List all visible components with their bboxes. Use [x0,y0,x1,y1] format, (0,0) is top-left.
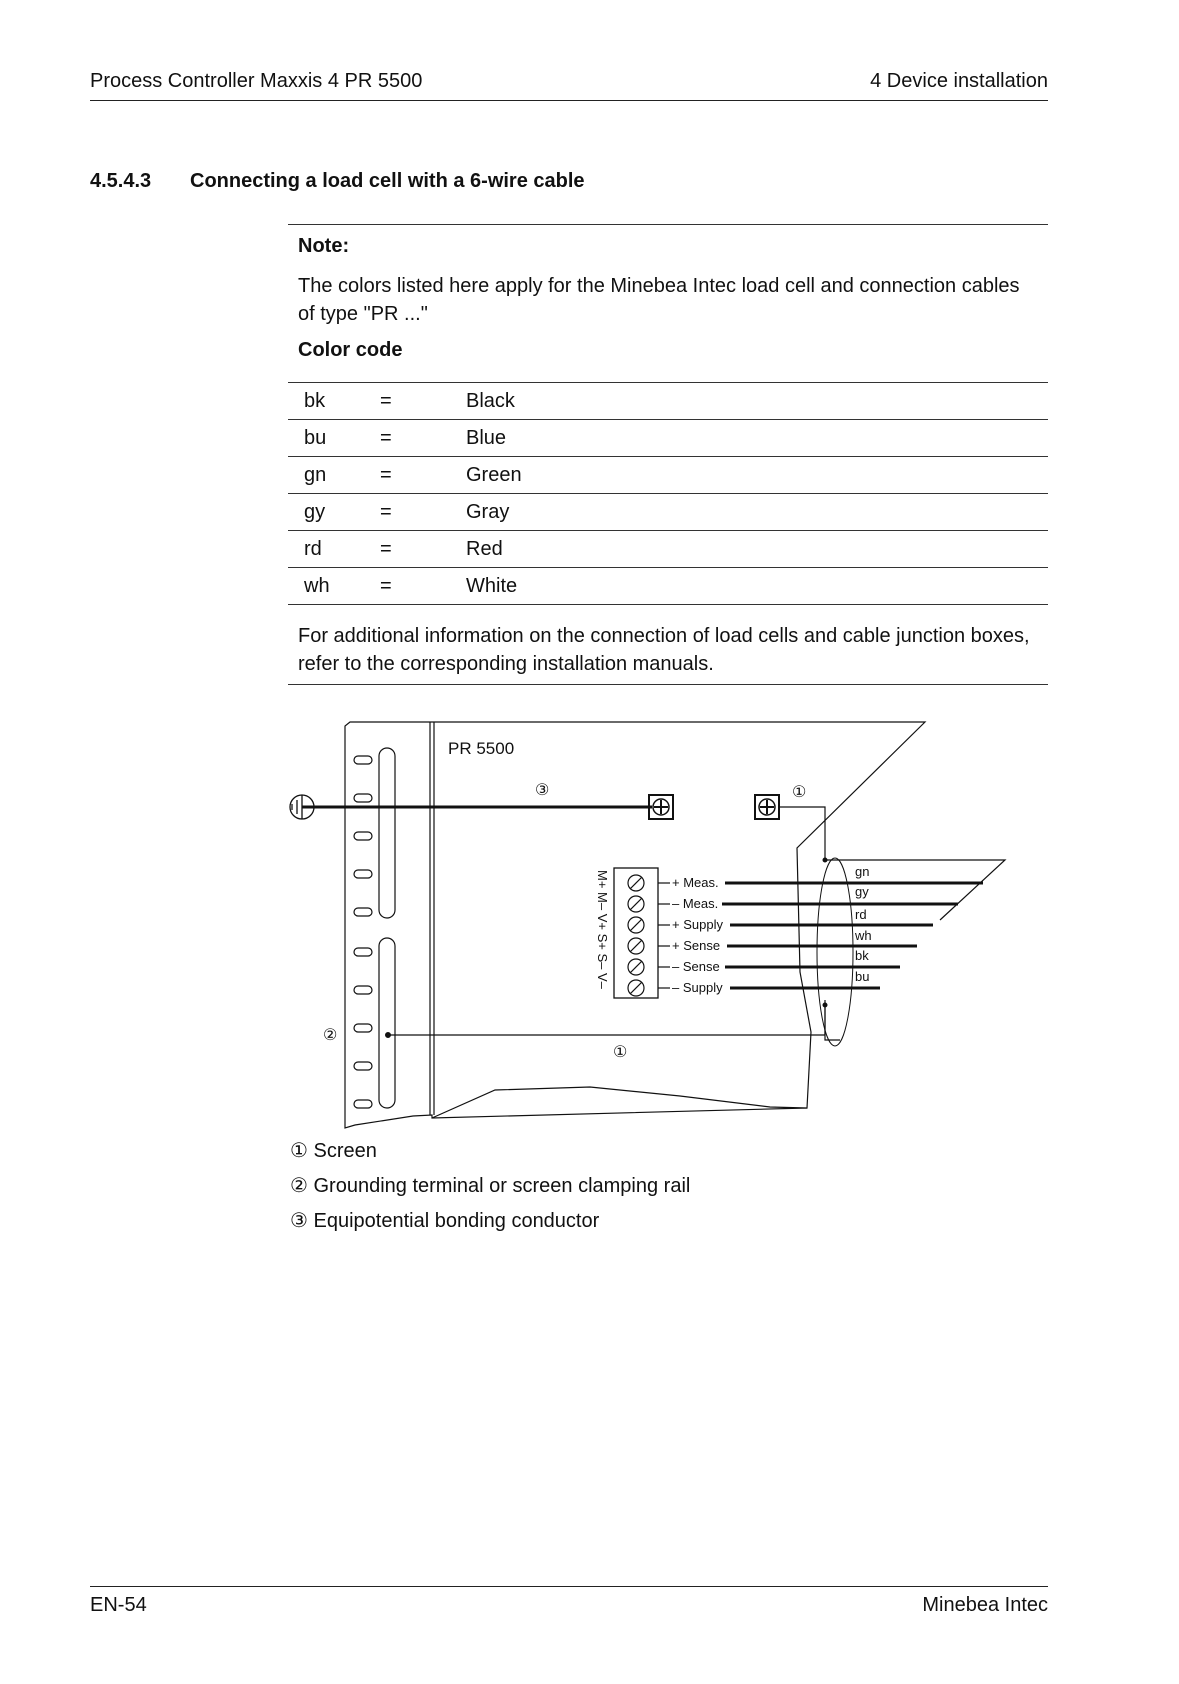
terminal-labels: M+ M– V+ S+ S– V– [595,870,610,989]
clamping-rail-lower [379,938,395,1108]
wiring-diagram [280,710,1050,1150]
signal-label: – Supply [672,980,723,995]
table-row [288,568,1048,605]
color-eq: = [364,568,450,605]
color-code: gy [288,494,364,531]
color-code: bu [288,420,364,457]
legend-text: Grounding terminal or screen clamping rail [313,1175,691,1197]
table-row [288,457,1048,494]
legend-text: Equipotential bonding conductor [313,1210,600,1232]
color-name: Red [450,531,1048,568]
color-code: gn [288,457,364,494]
table-row [288,531,1048,568]
device-label: PR 5500 [448,739,515,758]
wire-color-label: bu [855,969,870,984]
terminal-screw-icon [628,875,644,996]
color-eq: = [364,494,450,531]
color-code-heading: Color code [298,339,403,361]
legend-item [290,1208,599,1233]
color-code: rd [288,531,364,568]
note-bottom-rule [288,684,1048,685]
color-code: wh [288,568,364,605]
header-left: Process Controller Maxxis 4 PR 5500 [90,70,423,92]
wire-color-label: bk [855,948,869,963]
table-row [288,494,1048,531]
wire-color-label: gy [855,884,869,899]
note-heading: Note: [298,235,350,257]
header-right: 4 Device installation [870,70,1048,92]
callout-1: ① [792,784,807,801]
signal-label: + Sense [672,938,721,953]
wire-color-label: gn [855,864,870,879]
color-name: Blue [450,420,1048,457]
callout-3: ③ [535,782,550,799]
wire-color-label: rd [855,907,867,922]
callout-1: ① [613,1044,628,1061]
color-name: Black [450,383,1048,420]
legend-item [290,1138,377,1163]
section-title: Connecting a load cell with a 6-wire cable [190,170,585,192]
color-name: Gray [450,494,1048,531]
header-divider [90,100,1048,101]
callout-2: ② [323,1027,338,1044]
color-name: White [450,568,1048,605]
legend-number: ① [290,1140,308,1162]
color-eq: = [364,457,450,494]
footer-brand: Minebea Intec [922,1594,1048,1616]
cable-shield [817,858,853,1046]
signal-label: + Meas. [672,875,719,890]
signal-label: – Sense [672,959,720,974]
color-code-table [288,382,1048,605]
legend-number: ② [290,1175,308,1197]
table-row [288,420,1048,457]
legend-item [290,1173,690,1198]
note-top-rule [288,224,1048,225]
table-row [288,383,1048,420]
screw-terminal-icon [649,795,673,819]
color-code: bk [288,383,364,420]
color-eq: = [364,531,450,568]
legend-number: ③ [290,1210,308,1232]
section-number: 4.5.4.3 [90,170,152,192]
page-number: EN-54 [90,1594,147,1616]
footer-divider [90,1586,1048,1587]
wire-color-label: wh [855,928,872,943]
legend-text: Screen [313,1140,377,1162]
additional-info: For additional information on the connection of load cells and cable junction boxes, refer to the corresponding installation manuals. [298,625,1030,675]
color-name: Green [450,457,1048,494]
note-text: The colors listed here apply for the Minebea Intec load cell and connection cables of type "PR ..." [298,275,1020,325]
color-eq: = [364,383,450,420]
signal-label: + Supply [672,917,723,932]
screw-terminal-icon [755,795,779,819]
color-eq: = [364,420,450,457]
signal-label: – Meas. [672,896,719,911]
clamping-rail-upper [379,748,395,918]
